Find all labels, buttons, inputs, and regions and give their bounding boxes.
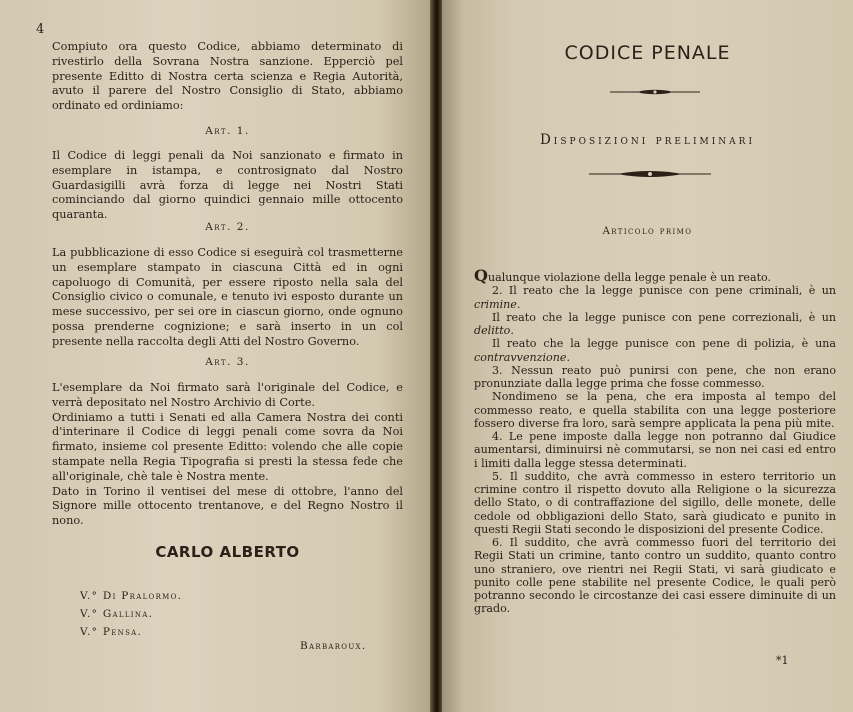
royal-signature: CARLO ALBERTO [155, 543, 300, 561]
contravvenzione-text: Il reato che la legge punisce con pene di polizia, è una [492, 337, 836, 351]
article-1-text: Il Codice di leggi penali da Noi sanzionato e firmato in esemplare in istampa, e controsignato dal Nostro Guardasigilli avrà forza di legge nei Nostri Stati cominciando dal giorno quindici gennaio mille ottocento quaranta. [52, 149, 403, 222]
term-contravvenzione: contravvenzione [474, 350, 567, 364]
term-delitto: delitto [474, 324, 511, 337]
countersign-barbaroux: Barbaroux. [300, 640, 367, 652]
drop-cap: Q [474, 266, 488, 285]
contravvenzione-paragraph: Il reato che la legge punisce con pene di polizia, è una contravvenzione. [474, 337, 836, 364]
article-3-text: L'esemplare da Noi firmato sarà l'originale del Codice, e verrà depositato nel Nostro Archivio di Corte. [52, 381, 403, 409]
article-2-heading: Art. 2. [205, 221, 250, 233]
book-gutter [430, 0, 442, 712]
signature-mark: *1 [776, 654, 789, 667]
article-1-rest: ualunque violazione della legge penale è un reato. [487, 271, 772, 284]
article-6-paragraph: 6. Il suddito, che avrà commesso fuori del territorio dei Regii Stati un crimine, tanto contro un suddito, quanto contro uno straniero, ove rientri nei Regii Stati, vi sarà giudicato e punito colle pene stabilite nel presente Codice, le quali però potranno secondo le circostanze dei casi essere diminuite di un grado. [474, 536, 836, 616]
dated-paragraph: Dato in Torino il ventisei del mese di ottobre, l'anno del Signore mille ottocento trentanove, e del Regno Nostro il nono. [52, 484, 403, 528]
delitto-paragraph: Il reato che la legge punisce con pene correzionali, è un delitto. [474, 310, 836, 337]
nondimeno-paragraph: Nondimeno se la pena, che era imposta al tempo del commesso reato, e quella stabilita con una legge posteriore fossero diverse fra loro, sarà sempre applicata la pena più mite. [474, 390, 836, 430]
page-number: 4 [36, 22, 45, 37]
section-subtitle: Disposizioni preliminari [539, 132, 756, 148]
article-2-paragraph: 2. Il reato che la legge punisce con pene criminali, è un crimine. [474, 284, 836, 311]
article-1-heading: Art. 1. [205, 125, 250, 137]
code-body [474, 266, 836, 616]
countersign-2: V.° Gallina. [80, 608, 154, 620]
preamble-paragraph [52, 40, 403, 114]
article-2-text: La pubblicazione di esso Codice si eseguirà col trasmetterne un esemplare stampato in ciascuna Città ed in ogni capoluogo di Comunità, per essere riposto nella sala del Consiglio civico o comunale, e tenuto ivi esposto durante un mese successivo, per sei ore in ciascun giorno, onde ognuno possa prenderne cognizione; e sarà inserto in un col presente nella raccolta degli Atti del Nostro Governo. [52, 246, 403, 348]
delitto-text: Il reato che la legge punisce con pene correzionali, è un [492, 310, 836, 324]
article-3-paragraph: 3. Nessun reato può punirsi con pene, che non erano pronunziate dalla legge prima che fosse commesso. [474, 363, 836, 390]
title-rule-ornament [608, 86, 702, 98]
article-1-body [52, 149, 403, 223]
article-4-paragraph: 4. Le pene imposte dalla legge non potranno dal Giudice aumentarsi, diminuirsi nè commutarsi, se non nei casi ed entro i limiti dalla legge stessa determinati. [474, 430, 836, 470]
preamble-text: Compiuto ora questo Codice, abbiamo determinato di rivestirlo della Sovrana Nostra sanzione. Epperciò pel presente Editto di Nostra certa scienza e Regia Autorità, avuto il parere del Nostro Consiglio di Stato, abbiamo ordinato ed ordiniamo: [52, 40, 403, 113]
article-primo-heading: Articolo primo [602, 226, 693, 237]
article-2-text: 2. Il reato che la legge punisce con pene criminali, è un [492, 284, 836, 298]
article-2-body [52, 246, 403, 350]
article-3-body [52, 381, 403, 529]
countersign-3: V.° Pensa. [80, 626, 143, 638]
countersign-1: V.° Di Pralormo. [80, 590, 183, 602]
page-title: CODICE PENALE [564, 42, 731, 64]
term-crimine: crimine [474, 297, 517, 311]
subtitle-rule-ornament [587, 167, 713, 181]
article-3-heading: Art. 3. [205, 356, 250, 368]
article-5-paragraph: 5. Il suddito, che avrà commesso in estero territorio un crimine contro il rispetto dovuto alla Religione o la sicurezza dello Stato, o di contraffazione del sigillo, delle monete, delle cedole od obbligazioni dello Stato, sarà giudicato e punito in questi Regii Stati secondo le disposizioni del presente Codice. [474, 469, 836, 536]
article-1-paragraph [474, 266, 836, 285]
article-3-text-2: Ordiniamo a tutti i Senati ed alla Camera Nostra dei conti d'interinare il Codice di leggi penali come sovra da Noi firmato, insieme col presente Editto: volendo che alle copie stampate nella Regia Tipografia si presti la stessa fede che all'originale, chè tale è Nostra mente. [52, 410, 403, 483]
